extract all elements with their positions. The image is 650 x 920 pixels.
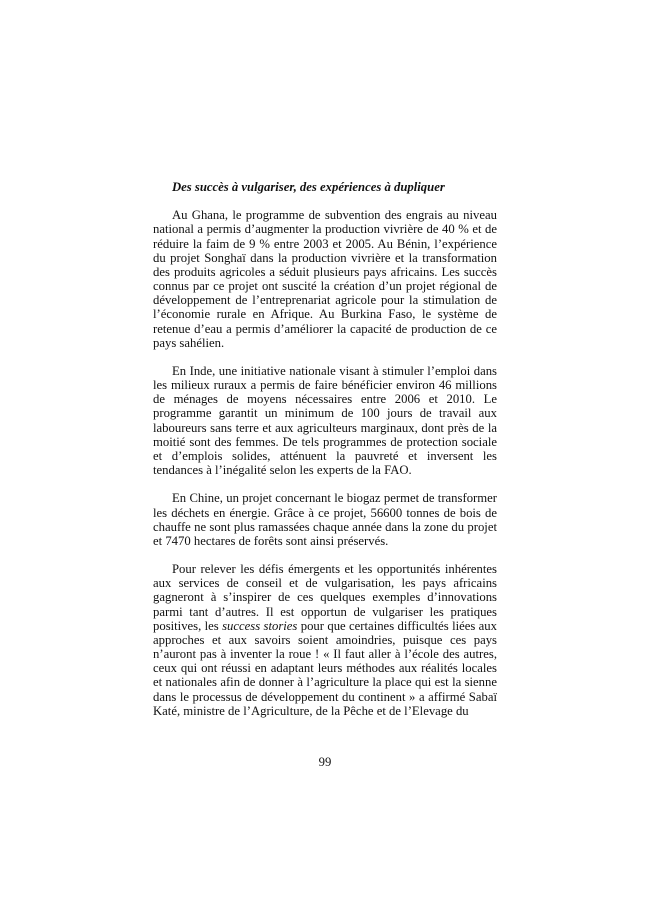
text-line: Pour relever les défis émergents et les opportunités inhérentes <box>172 562 497 577</box>
text-line: du projet Songhaï dans la production vivrière et la transformation <box>153 250 497 265</box>
text-line: et nationales afin de donner à l’agriculture la place qui est la sienne <box>153 675 497 690</box>
text-line: tendances à l’inégalité selon les experts de la FAO. <box>153 463 412 478</box>
text-line: l’économie rurale en Afrique. Au Burkina Faso, le système de <box>153 307 497 322</box>
text-line: et d’emplois solides, atténuent la pauvreté et inversent les <box>153 448 497 463</box>
text-line: chauffe ne sont plus ramassées chaque année dans la zone du projet <box>153 519 497 534</box>
text-segment: positives, les <box>153 618 223 633</box>
page-body <box>153 180 497 732</box>
text-line: de ménages de moyens nécessaires entre 2006 et 2010. Le <box>153 392 497 407</box>
italic-phrase: success stories <box>222 618 298 633</box>
text-line: national a permis d’augmenter la production vivrière de 40 % et de <box>153 222 497 237</box>
text-line: dans le processus de développement du continent » a affirmé Sabaï <box>153 689 497 704</box>
text-line: parmi tant d’autres. Il est opportun de vulgariser les pratiques <box>153 604 497 619</box>
text-line <box>153 619 497 633</box>
text-line: aux services de conseil et de vulgarisation, les pays africains <box>153 576 497 591</box>
text-line: ceux qui ont réussi en adaptant leurs méthodes aux réalités locales <box>153 661 497 676</box>
text-line: retenue d’eau a permis d’améliorer la capacité de production de ce <box>153 321 497 336</box>
text-segment: pour que certaines difficultés liées aux <box>297 618 497 633</box>
page-number: 99 <box>318 755 332 769</box>
text-line: programme garantit un minimum de 100 jours de travail aux <box>153 406 497 421</box>
section-heading: Des succès à vulgariser, des expériences à dupliquer <box>172 180 445 194</box>
text-line: connus par ce projet ont suscité la création d’un projet régional de <box>153 279 497 294</box>
text-line: n’auront pas à inventer la roue ! « Il faut aller à l’école des autres, <box>153 647 497 662</box>
text-line: et 7470 hectares de forêts sont ainsi préservés. <box>153 533 389 548</box>
text-line: développement de l’entreprenariat agricole pour la stimulation de <box>153 293 497 308</box>
paragraph <box>153 208 497 350</box>
text-line: réduire la faim de 9 % entre 2003 et 2005. Au Bénin, l’expérience <box>153 236 497 251</box>
paragraph <box>153 491 497 548</box>
text-line: Au Ghana, le programme de subvention des engrais au niveau <box>172 208 497 223</box>
text-line: pays sahélien. <box>153 335 225 350</box>
text-line: moitié sont des femmes. De tels programmes de protection sociale <box>153 434 497 449</box>
text-line: En Chine, un projet concernant le biogaz permet de transformer <box>172 491 497 506</box>
text-line: Katé, ministre de l’Agriculture, de la Pêche et de l’Elevage du <box>153 703 469 718</box>
text-line: les déchets en énergie. Grâce à ce projet, 56600 tonnes de bois de <box>153 505 497 520</box>
text-line: gagneront à s’inspirer de ces quelques exemples d’innovations <box>153 590 497 605</box>
text-line: des produits agricoles a séduit plusieurs pays africains. Les succès <box>153 264 497 279</box>
text-line: laboureurs sans terre et aux agriculteurs marginaux, dont près de la <box>153 420 497 435</box>
text-line: En Inde, une initiative nationale visant à stimuler l’emploi dans <box>172 364 497 378</box>
paragraph <box>153 562 497 718</box>
paragraph <box>153 364 497 477</box>
text-line: les milieux ruraux a permis de faire bénéficier environ 46 millions <box>153 378 497 393</box>
text-line: approches et aux savoirs soient amoindries, puisque ces pays <box>153 632 497 647</box>
